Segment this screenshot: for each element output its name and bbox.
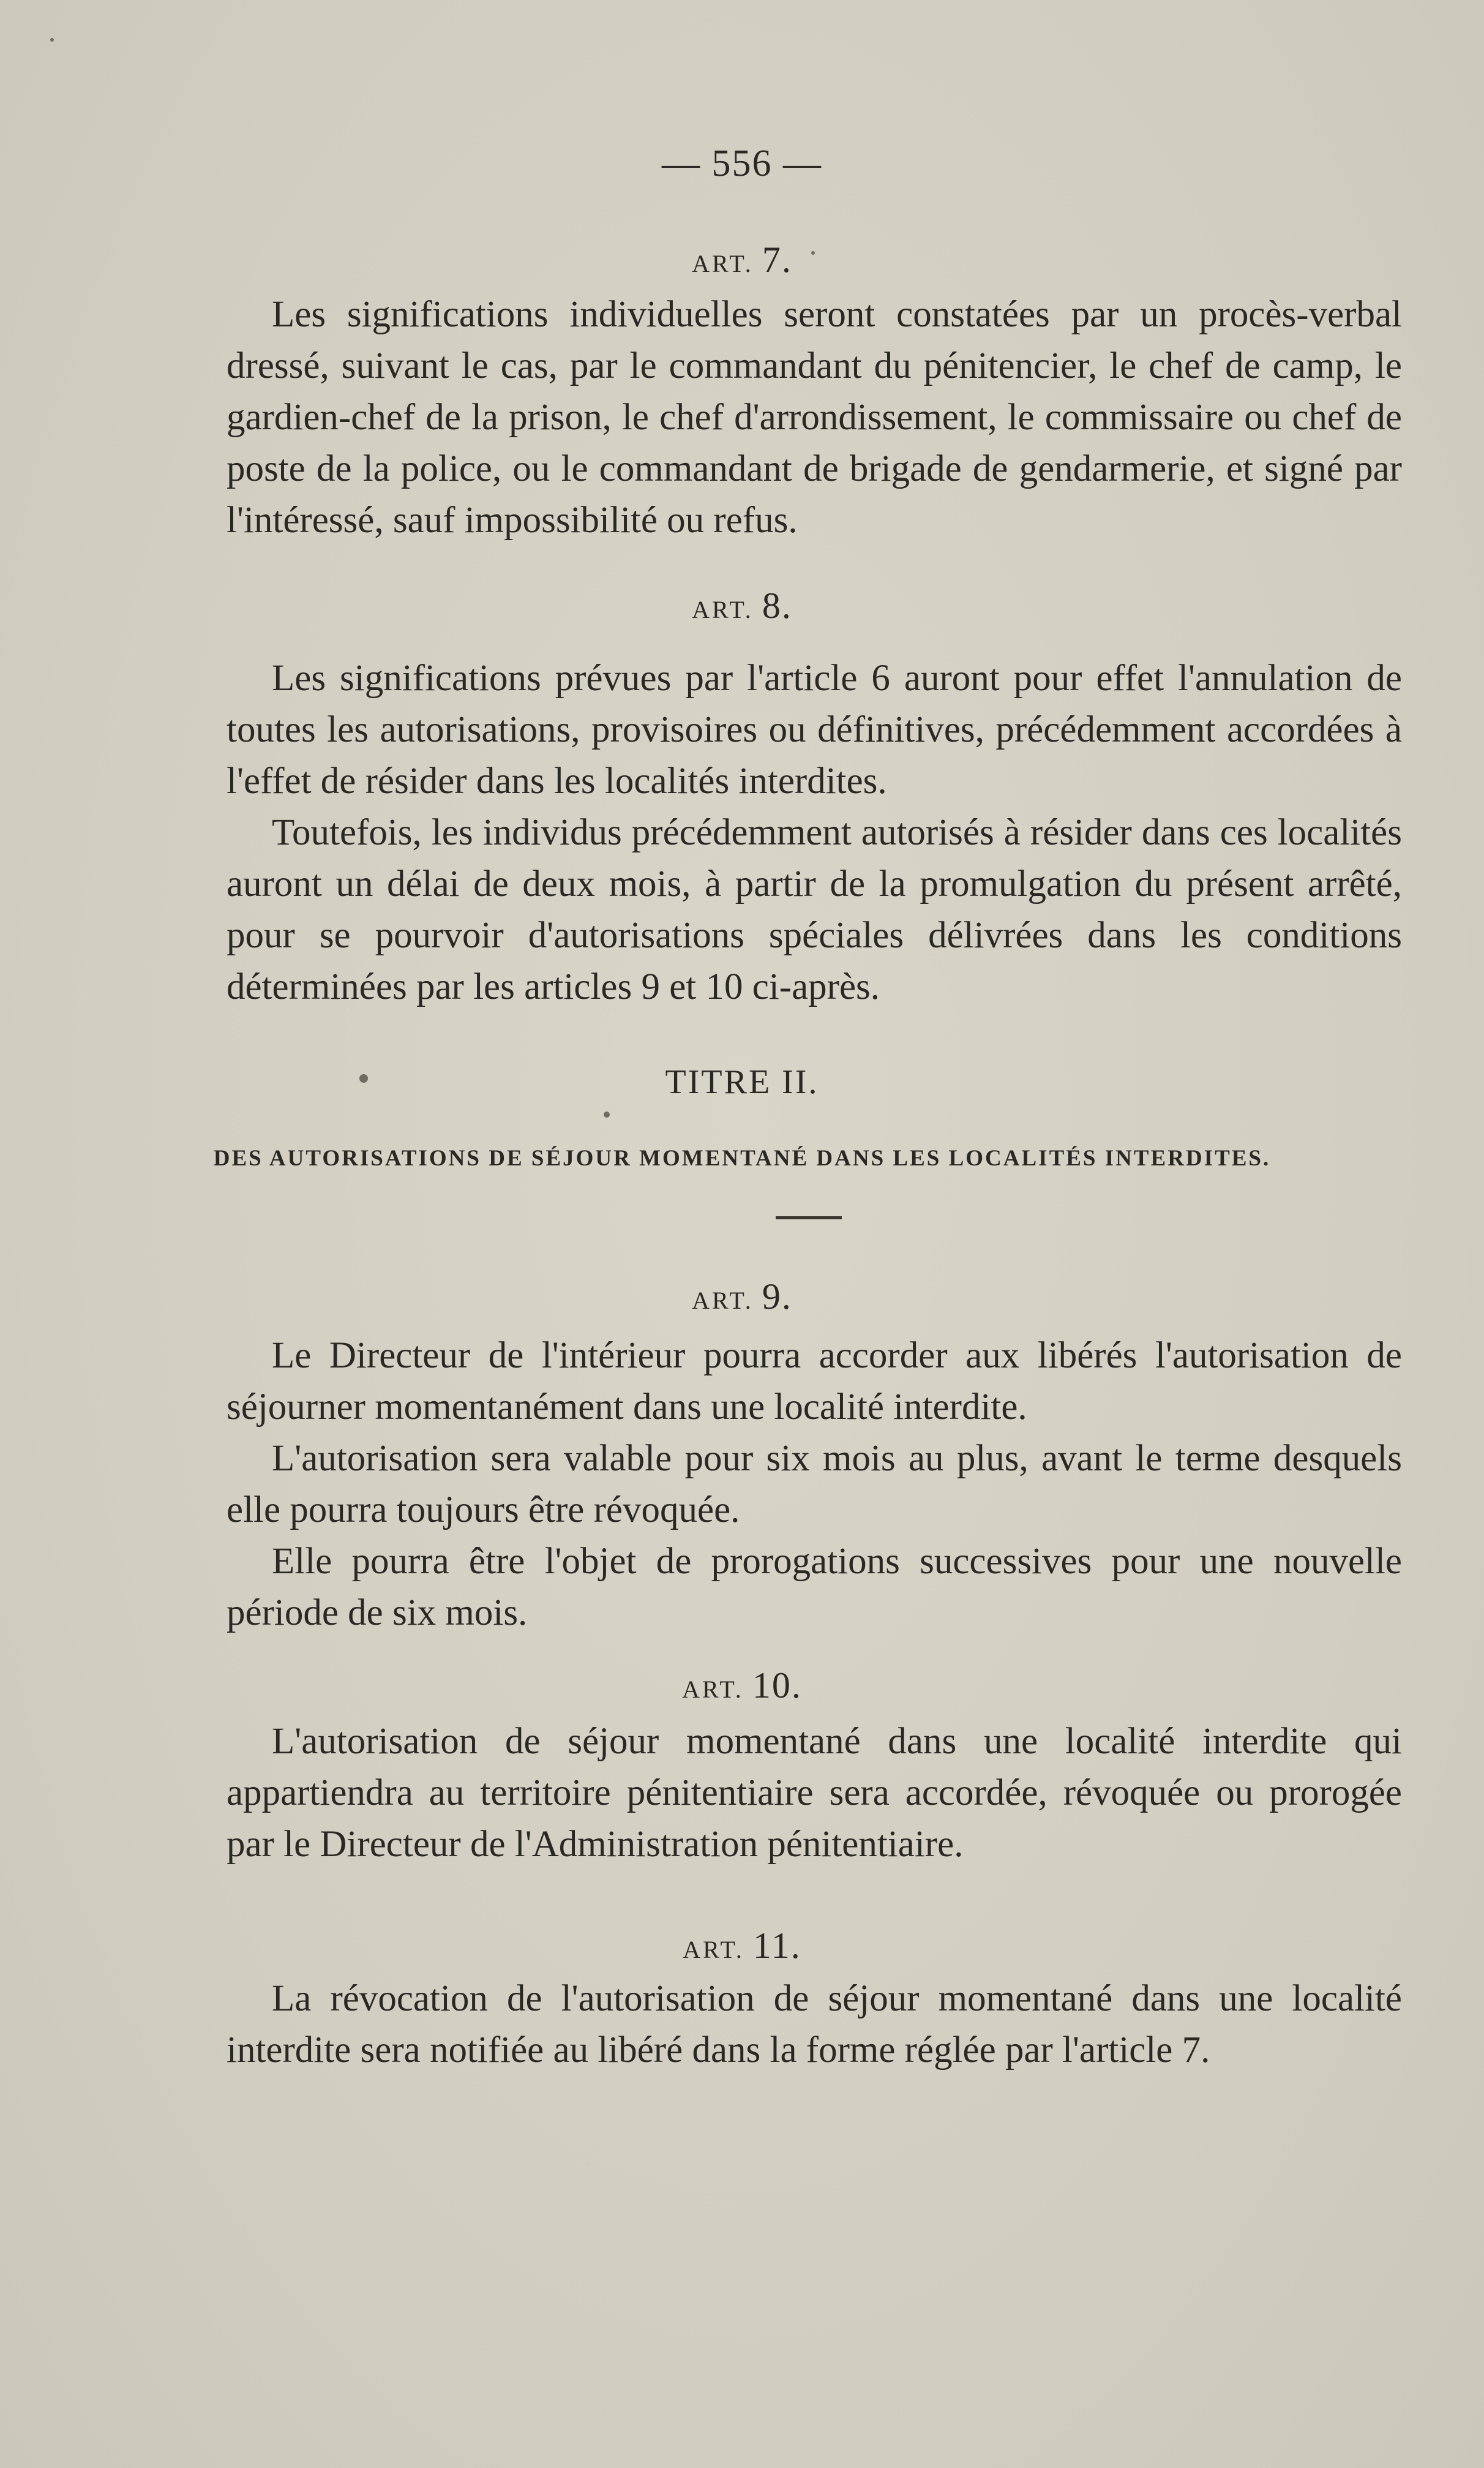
article-7-heading xyxy=(0,239,1484,281)
article-9-body xyxy=(227,1330,1402,1639)
article-number: 9. xyxy=(762,1276,792,1317)
article-11-body xyxy=(227,1973,1402,2076)
article-label: ART. xyxy=(692,1287,754,1314)
paragraph: L'autorisation de séjour momentané dans une localité interdite qui appartiendra au territoire pénitentiaire sera accordée, révoquée ou prorogée par le Directeur de l'Administration pénitentiaire. xyxy=(227,1721,1402,1865)
article-11-heading xyxy=(0,1925,1484,1967)
article-8-body xyxy=(227,653,1402,1013)
section-title: TITRE II. xyxy=(665,1063,819,1101)
paragraph: Le Directeur de l'intérieur pourra accorder aux libérés l'autorisation de séjourner momentanément dans une localité interdite. xyxy=(227,1335,1402,1428)
article-10-heading xyxy=(0,1665,1484,1707)
paragraph: Toutefois, les individus précédemment autorisés à résider dans ces localités auront un délai de deux mois, à partir de la promulgation du présent arrêté, pour se pourvoir d'autorisations spéciales délivrées dans les conditions déterminées par les articles 9 et 10 ci-après. xyxy=(227,812,1402,1007)
article-number: 10. xyxy=(752,1665,802,1706)
article-label: ART. xyxy=(683,1936,744,1963)
paper-speck xyxy=(811,251,815,255)
article-label: ART. xyxy=(682,1676,744,1703)
paragraph: Elle pourra être l'objet de prorogations successives pour une nouvelle période de six mois. xyxy=(227,1541,1402,1633)
paragraph: La révocation de l'autorisation de séjour momentané dans une localité interdite sera notifiée au libéré dans la forme réglée par l'article 7. xyxy=(227,1978,1402,2071)
paper-speck xyxy=(604,1112,610,1118)
article-9-heading xyxy=(0,1276,1484,1318)
article-8-heading xyxy=(0,585,1484,627)
article-label: ART. xyxy=(692,596,754,623)
paragraph: Les significations individuelles seront constatées par un procès-verbal dressé, suivant le cas, par le commandant du pénitencier, le chef de camp, le gardien-chef de la prison, le chef d'arrondissement, le commissaire ou chef de poste de la police, ou le commandant de brigade de gendarmerie, et signé par l'intéressé, sauf impossibilité ou refus. xyxy=(227,294,1402,541)
page-number: — 556 — xyxy=(662,143,822,184)
article-7-body xyxy=(227,289,1402,546)
section-subtitle: DES AUTORISATIONS DE SÉJOUR MOMENTANÉ DANS LES LOCALITÉS INTERDITES. xyxy=(213,1146,1271,1171)
section-divider xyxy=(776,1216,842,1219)
paper-speck xyxy=(50,38,54,42)
article-number: 8. xyxy=(762,585,792,626)
paragraph: Les significations prévues par l'article 6 auront pour effet l'annulation de toutes les autorisations, provisoires ou définitives, précédemment accordées à l'effet de résider dans les localités interdites. xyxy=(227,658,1402,802)
article-label: ART. xyxy=(692,250,754,277)
article-number: 7. xyxy=(762,239,792,280)
article-number: 11. xyxy=(752,1925,801,1966)
article-10-body xyxy=(227,1716,1402,1870)
paper-speck xyxy=(359,1074,368,1083)
paragraph: L'autorisation sera valable pour six mois au plus, avant le terme desquels elle pourra toujours être révoquée. xyxy=(227,1438,1402,1530)
